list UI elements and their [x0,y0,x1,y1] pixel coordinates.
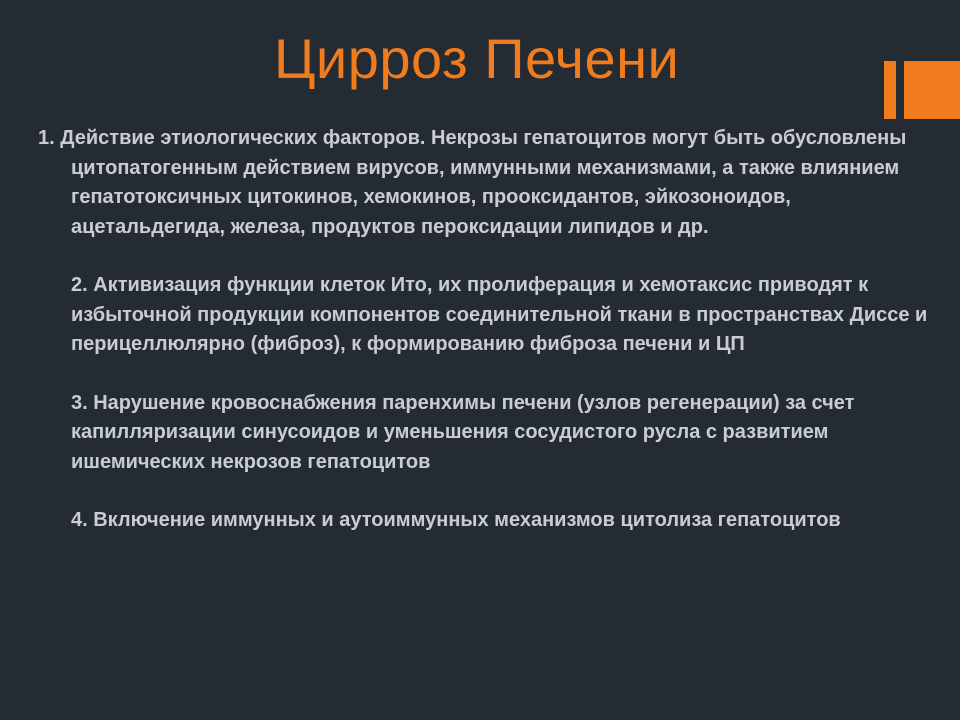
accent-block [904,61,960,119]
slide-body [38,124,950,536]
slide-title: Цирроз Печени [274,27,680,90]
accent-bar [884,61,896,119]
paragraph-2: 2. Активизация функции клеток Ито, их пролиферация и хемотаксис приводят к избыточной продукции компонентов соединительной ткани в пространствах Диссе и перицеллюлярно (фиброз), к формированию фиброза печени и ЦП [71,274,928,355]
paragraph-3: 3. Нарушение кровоснабжения паренхимы печени (узлов регенерации) за счет капилляризации синусоидов и уменьшения сосудистого русла с развитием ишемических некрозов гепатоцитов [71,391,855,473]
paragraph-1: 1. Действие этиологических факторов. Некрозы гепатоцитов могут быть обусловлены цитопатогенным действием вирусов, иммунными механизмами, а также влиянием гепатотоксичных цитокинов, хемокинов, прооксидантов, эйкозоноидов, ацетальдегида, железа, продуктов пероксидации липидов и др. [38,127,907,238]
paragraph-4: 4. Включение иммунных и аутоиммунных механизмов цитолиза гепатоцитов [71,509,841,531]
